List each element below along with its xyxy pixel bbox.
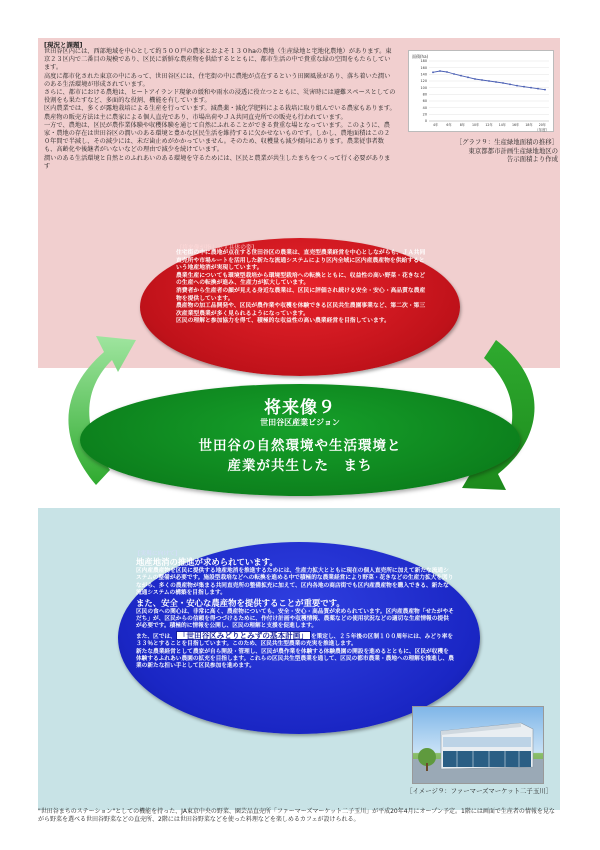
future-paragraph: 区民の理解と参加協力を得て、積極的な収益性の高い農業経営を目指しています。 (176, 318, 390, 325)
current-heading: [現況と課題] (44, 41, 83, 49)
approach-heading-local-production: 地産地消の推進が求められています。 (136, 557, 278, 567)
future-paragraph: 農産物の加工品開発や、区民が農作業や収穫を体験できる区民共生農園事業など、第二次・第三次産業型農業が多く見られるようになっています。 (176, 303, 426, 317)
chart-y-tick-label: 0 (424, 119, 427, 124)
image-caption: ［イメージ９：ファーマーズマーケット二子玉川］ (406, 787, 552, 795)
chart-y-tick-label: 40 (422, 105, 427, 110)
current-paragraph: 区内農業では、多くが露地栽培による生産を行っています。減農薬・減化学肥料による栽培に取り組んでいる農家もあります。農産物の販売方法は主に農家による個人直売であり、市場出荷やＪＡ共同直売所での販売も行われています。 (44, 105, 396, 121)
chart-x-tick-label: 6年 (446, 123, 452, 127)
graph-caption-source-2: 告示面積より作成 (506, 155, 558, 164)
chart-x-tick-label: 8年 (459, 123, 465, 127)
vision-title: 将来像９ (264, 398, 336, 418)
building-illustration (413, 707, 544, 784)
approach-paragraph: 区民の食への関心は、非常に高く、農産物についても、安全・安心・高品質が求められています。区内産農産物「せたがやそだち」が、区民からの信頼を得つづけるために、作付け計画や収穫情報、農薬などの使用状況などの適切な生産情報の提供が必要です。積極的に情報を公開し、区民の理解と支援を促進します。 (136, 608, 454, 630)
chart-y-tick-label: 120 (420, 79, 427, 84)
future-text (176, 250, 426, 326)
approach-heading-safety: また、安全・安心な農産物を提供することが重要です。 (136, 597, 345, 608)
plan-name-box: 「世田谷区みどりとみずの基本計画」 (176, 631, 311, 640)
chart-y-unit: 面積(ha) (412, 54, 429, 59)
current-paragraph: 潤いのある生活環境と自然とのふれあいのある環境を守るためには、区民と農業が共生したまちをつくって行く必要があります (44, 154, 391, 170)
chart-x-tick-label: 12年 (485, 123, 493, 127)
current-paragraph: 一方で、農地は、区民が農作業体験や収穫体験を通じて自然にふれることができる貴重な場となっています。このように、農家・農地の存在は世田谷区の潤いのある環境と豊かな区民生活を維持するに欠かせないものです。しかし、農地面積はこの２０年間で半減し、その減少には、未だ歯止めがかかっていません。そのため、収穫量も減少傾向にあります。農業従事者数も、高齢化や後継者がいないなどの理由で減少を続けています。 (44, 121, 391, 154)
chart-y-tick-label: 20 (422, 112, 427, 117)
chart-y-tick-label: 180 (420, 59, 427, 64)
chart-x-tick-label: 10年 (472, 123, 480, 127)
chart-x-tick-label: 20年 (538, 123, 546, 127)
chart-y-tick-label: 160 (420, 65, 427, 70)
plan-prefix: また、区では、 (136, 633, 176, 640)
graph-caption-title: ［グラフ９：生産緑地面積の推移］ (455, 138, 558, 146)
future-paragraph: 住宅街の中に農地が点在する世田谷区の農業は、直売型農業経営を中心としながらも、ＪＡ共同直売所や市場ルートを活用した新たな流通システムにより区内全域に区内産農産物を供給するという地産地消が実現しています。 (176, 250, 426, 272)
vision-line-1: 世田谷の自然環境や生活環境と (198, 438, 402, 454)
vision-subtitle: 世田谷区産業ビジョン (260, 418, 340, 427)
graph-caption-source: 東京都都市計画生産緑地地区の (468, 146, 558, 155)
current-paragraph: 世田谷区内には、西部地域を中心として約５００戸の農家とおよそ１３０haの農地（生産緑地と宅地化農地）があります。東京２３区内で二番目の規模であり、区民に新鮮な農産物を供給するとともに、都市生活の中で貴重な緑の空間をもたらしています。 (44, 48, 392, 72)
future-heading: [将来像が指し示す具体の姿] (180, 245, 255, 251)
chart-x-tick-label: 16年 (512, 123, 520, 127)
future-paragraph: 消費者から生産者の顔が見える身近な農業は、区民に評価され続ける安全・安心・高品質な農産物を提供しています。 (176, 287, 426, 302)
future-paragraph: 農業生産についても環境型栽培から環境型栽培への転換とともに、収益性の高い野菜・花きなどの生産への転換が進み、生産力が拡大しています。 (176, 272, 426, 287)
approach-paragraph: 区内産農産物を区民に提供する地産地消を推進するためには、生産力拡大とともに現在の個人直売所に加えて新たな流通システムの整備が必要です。施設型栽培などへの転換を進める中で積極的な農業経営により野菜・花きなどの生産力拡大を図りながら、多くの農産物が集まる共同直売所の整備拡充に加えて、区内各地の商店街でも区内産農産物を購入できる、新たな流通システムの構築を目指します。 (136, 568, 454, 597)
chart-y-tick-label: 140 (420, 72, 427, 77)
chart-x-unit: （年度） (535, 128, 550, 132)
approach-paragraph-plan (136, 631, 454, 649)
plan-suffix: を策定し、２５年後の区制１００周年には、みどり率を３３％とすることを目指しています。このため、区民共生型農業の充実を推進します。 (136, 633, 454, 648)
current-paragraph: さらに、都市における農地は、ヒートアイランド現象の緩和や雨水の浸透に役立つとともに、災害時には避難スペースとしての役割をも果たすなど、多面的な役割、機能を有しています。 (44, 89, 396, 105)
current-paragraph: 高度に都市化された東京の中にあって、世田谷区には、住宅街の中に農地が点在するという田園風景があり、落ち着いた潤いのある生活環境が形成されています。 (44, 72, 391, 88)
chart-x-tick-label: 14年 (498, 123, 506, 127)
farmers-market-building-image (412, 706, 544, 784)
chart-y-tick-label: 80 (422, 92, 427, 97)
chart-x-tick-label: 18年 (525, 123, 533, 127)
footer-note: "世田谷まちのステーション"としての機能を持った、JA東京中央の野菜、園芸品直売所「ファーマーズマーケット二子玉川」が平成20年4月にオープン予定。1階には画面で生産者の情報を見ながら野菜を選べる世田谷野菜などの直売所、2階には世田谷野菜などを使った料理などを楽しめるカフェが設けられる。 (38, 808, 555, 824)
vision-line-2: 産業が共生した まち (227, 458, 373, 474)
approach-paragraph: 新たな農業経営として農家が自ら開設・管理し、区民が農作業を体験する体験農園の開設を進めるとともに、区民が収穫を体験するふれあい農園の拡充を目指します。これらの区民共生型農業を通して、区民の都市農業・農地への理解を推進し、農業の新たな担い手として区民参加を進めます。 (136, 648, 454, 670)
approach-text (136, 557, 454, 671)
chart-y-tick-label: 100 (420, 85, 427, 90)
chart-y-tick-label: 60 (422, 99, 427, 104)
approach-heading: [実現に向けて] (138, 551, 178, 557)
chart-x-tick-label: 4年 (433, 123, 439, 127)
